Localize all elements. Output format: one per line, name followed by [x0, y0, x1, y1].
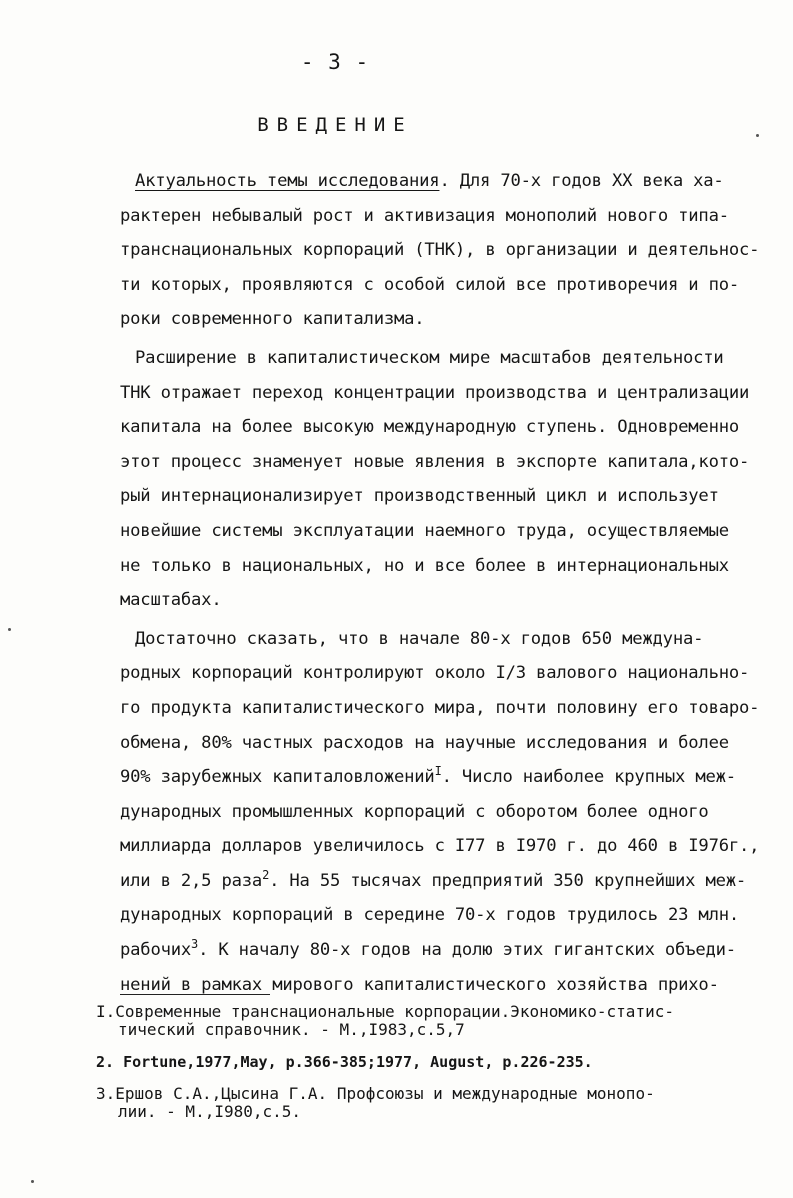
text-span: рабочих [120, 940, 192, 961]
footnote-1 [96, 1003, 776, 1039]
footnote-text: Ершов С.А.,Цысина Г.А. Профсоюзы и международные монопо- [115, 1084, 655, 1103]
paragraph-3-line [120, 760, 770, 795]
paragraph-1-line: роки современного капитализма. [120, 309, 425, 330]
paragraph-3-line: родных корпораций контролируют около I/3 валового национально- [120, 663, 750, 684]
paragraph-2-line: рый интернационализирует производственный цикл и использует [120, 486, 719, 507]
text-span: . К началу 80-х годов на долю этих гигантских объеди- [198, 940, 736, 961]
footnote-ref-3: 3 [191, 937, 199, 952]
footnote-text-continued: тический справочник. - М.,I983,с.5,7 [118, 1020, 465, 1039]
paragraph-2-line: масштабах. [120, 590, 222, 611]
scan-speck [8, 628, 11, 631]
footnote-text: Современные транснациональные корпорации.Экономико-статис- [115, 1002, 674, 1021]
footnote-ref-1: I [434, 764, 442, 779]
paragraph-1-line-1 [120, 164, 770, 199]
text-span: 90% зарубежных капиталовложений [120, 767, 435, 788]
paragraph-2-line: новейшие системы эксплуатации наемного труда, осуществляемые [120, 520, 729, 541]
scan-speck [31, 1180, 34, 1183]
paragraph-3-line: обмена, 80% частных расходов на научные исследования и более [120, 732, 729, 753]
footnote-text: Fortune,1977,May, p.366-385;1977, August, p.226-235. [123, 1053, 593, 1071]
footnote-ref-2: 2 [262, 867, 270, 882]
page-number: - 3 - [300, 50, 370, 74]
footnote-divider [120, 994, 270, 995]
section-heading: ВВЕДЕНИЕ [257, 114, 413, 136]
paragraph-1-line: транснациональных корпораций (ТНК), в организации и деятельнос- [120, 240, 760, 261]
paragraph-3-line: Достаточно сказать, что в начале 80-х годов 650 междуна- [135, 628, 704, 649]
footnote-number: 2. [96, 1053, 115, 1071]
paragraph-2-line: ТНК отражает переход концентрации производства и централизации [120, 382, 750, 403]
paragraph-3-line [120, 864, 770, 899]
text-span: . Число наиболее крупных меж- [441, 767, 736, 788]
paragraph-2-line: этот процесс знаменует новые явления в экспорте капитала,кото- [120, 451, 750, 472]
footnote-number: I. [96, 1002, 116, 1021]
topic-relevance-label: Актуальность темы исследования [135, 171, 440, 191]
paragraph-3-line: миллиарда долларов увеличилось с I77 в I970 г. до 460 в I976г., [120, 836, 760, 857]
text-span: или в 2,5 раза [120, 870, 263, 891]
footnote-3 [96, 1085, 776, 1121]
footnote-text-continued: лии. - М.,I980,с.5. [118, 1102, 302, 1121]
paragraph-3-line: го продукта капиталистического мира, почти половину его товаро- [120, 697, 760, 718]
paragraph-1-line: ти которых, проявляются с особой силой все противоречия и по- [120, 274, 740, 295]
paragraph-2-line: капитала на более высокую международную ступень. Одновременно [120, 417, 740, 438]
scan-speck [756, 134, 759, 137]
paragraph-1-line-1-rest: . Для 70-х годов XX века ха- [439, 171, 724, 191]
paragraph-2-line: не только в национальных, но и все более в интернациональных [120, 555, 729, 576]
paragraph-3-line [120, 933, 770, 968]
footnote-number: 3. [96, 1084, 116, 1103]
paragraph-3-line: нений в рамках мирового капиталистического хозяйства прихо- [120, 974, 719, 995]
text-span: . На 55 тысячах предприятий 350 крупнейших меж- [269, 870, 747, 891]
main-text [120, 164, 770, 1002]
footnotes [96, 1003, 776, 1135]
paragraph-3-line: дународных корпораций в середине 70-х годов трудилось 23 млн. [120, 905, 740, 926]
paragraph-1-line: рактерен небывалый рост и активизация монополий нового типа- [120, 205, 729, 226]
paragraph-2-line: Расширение в капиталистическом мире масштабов деятельности [135, 347, 724, 368]
paragraph-3-line: дународных промышленных корпораций с оборотом более одного [120, 801, 709, 822]
footnote-2 [96, 1053, 776, 1071]
